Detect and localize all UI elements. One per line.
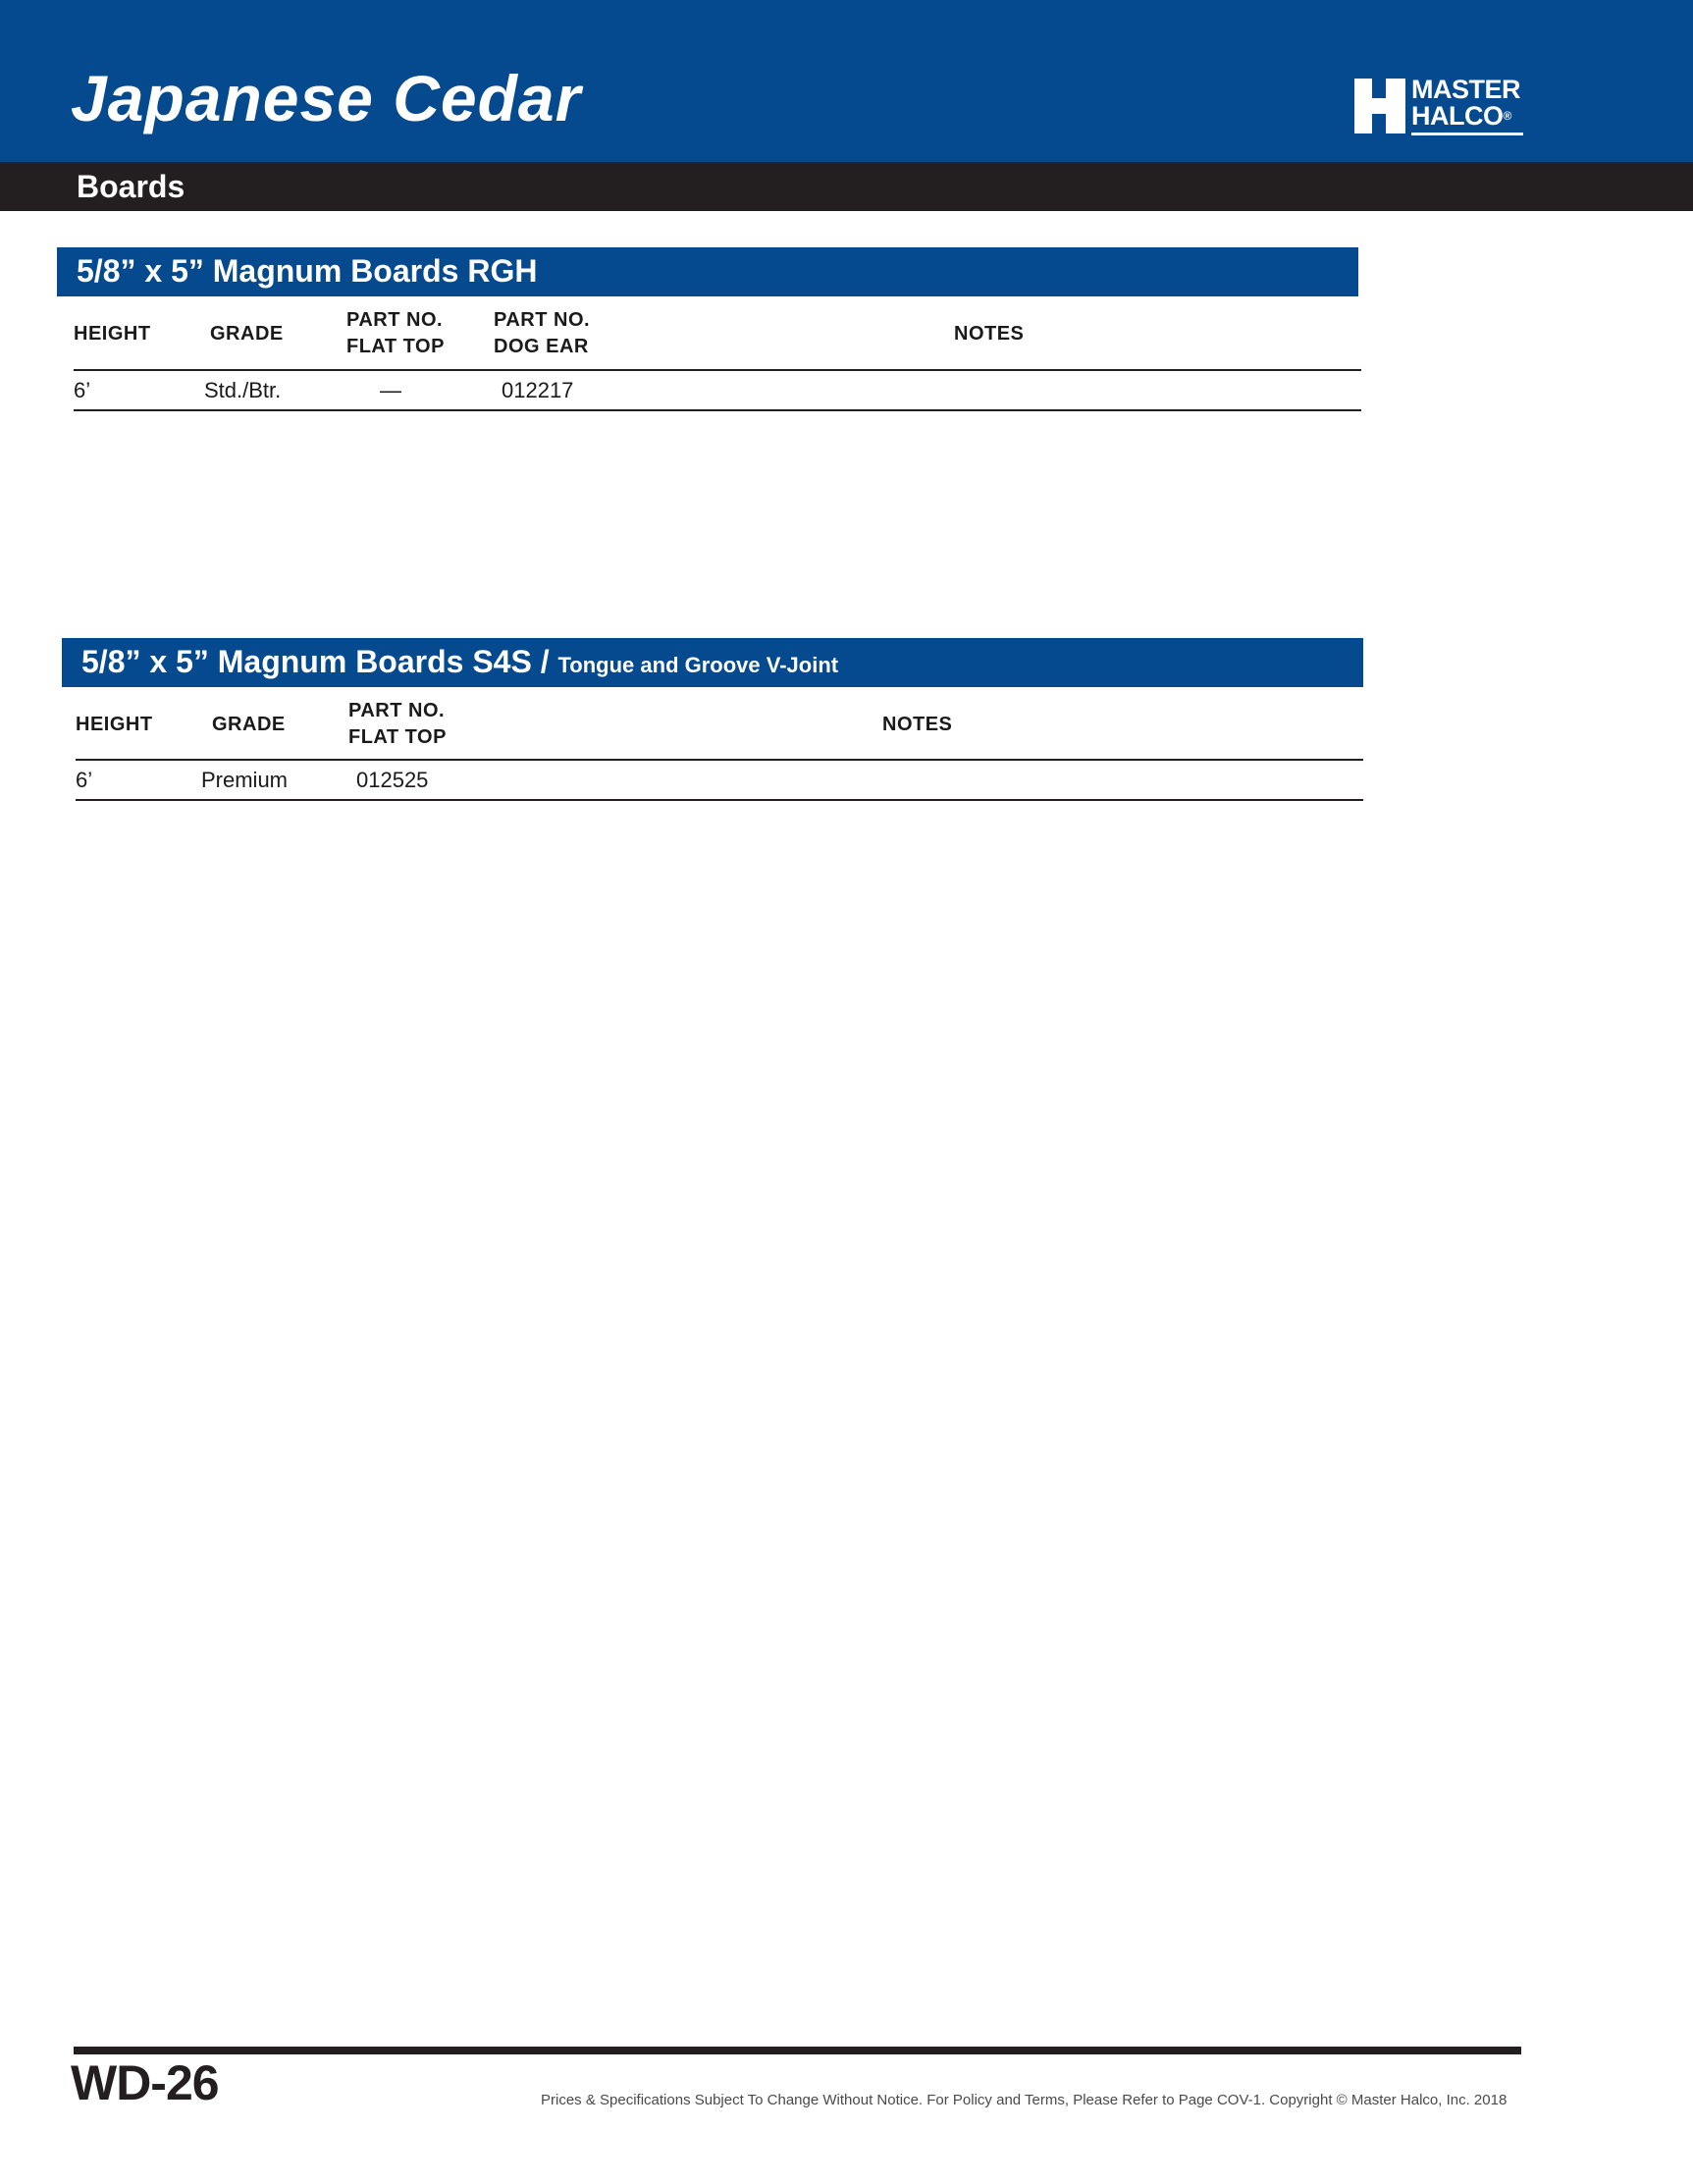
section-title-bar xyxy=(57,247,1358,296)
col-header-grade: GRADE xyxy=(210,323,284,345)
table-cell-part-flat-top: 012525 xyxy=(356,768,429,792)
table-cell-height: 6’ xyxy=(74,378,91,402)
col-header-part-dog-ear: PART NO. DOG EAR xyxy=(494,309,591,357)
table-cell-height: 6’ xyxy=(76,768,93,792)
master-halco-logo xyxy=(1354,75,1523,137)
section-title-bar xyxy=(62,638,1363,687)
table-cell-grade: Premium xyxy=(201,768,289,792)
col-header-height: HEIGHT xyxy=(74,323,151,345)
table-rule-bottom xyxy=(74,409,1361,411)
logo-registered-mark: ® xyxy=(1503,109,1511,123)
col-header-grade: GRADE xyxy=(212,714,286,735)
table-cell-grade: Std./Btr. xyxy=(204,378,282,402)
table-rule-top xyxy=(76,759,1363,761)
logo-line1: MASTER xyxy=(1411,75,1520,104)
page-number: WD-26 xyxy=(71,2055,219,2110)
subheader-band xyxy=(0,162,1693,211)
col-header-notes: NOTES xyxy=(882,714,953,735)
table-cell-part-dog-ear: 012217 xyxy=(502,378,574,402)
table-rule-top xyxy=(74,369,1361,371)
col-header-notes: NOTES xyxy=(954,323,1025,345)
section-title: 5/8” x 5” Magnum Boards S4S / Tongue and Groove V-Joint xyxy=(81,644,839,679)
footer-rule xyxy=(74,2047,1521,2054)
section-title: 5/8” x 5” Magnum Boards RGH xyxy=(77,253,538,289)
col-header-part-flat-top: PART NO. FLAT TOP xyxy=(348,700,447,748)
logo-line2: HALCO xyxy=(1411,101,1504,131)
section-category-title: Boards xyxy=(77,169,185,204)
page-title: Japanese Cedar xyxy=(71,62,582,134)
col-header-height: HEIGHT xyxy=(76,714,153,735)
table-rule-bottom xyxy=(76,799,1363,801)
section-subtitle: Tongue and Groove V-Joint xyxy=(557,653,839,677)
col-header-part-flat-top: PART NO. FLAT TOP xyxy=(346,309,445,357)
logo-wordmark xyxy=(1411,77,1520,130)
footer-disclaimer: Prices & Specifications Subject To Change Without Notice. For Policy and Terms, Please Refer to Page COV-1. Copyright © Master Halco, Inc. 2018 xyxy=(541,2092,1508,2108)
table-cell-part-flat-top: — xyxy=(380,378,401,402)
